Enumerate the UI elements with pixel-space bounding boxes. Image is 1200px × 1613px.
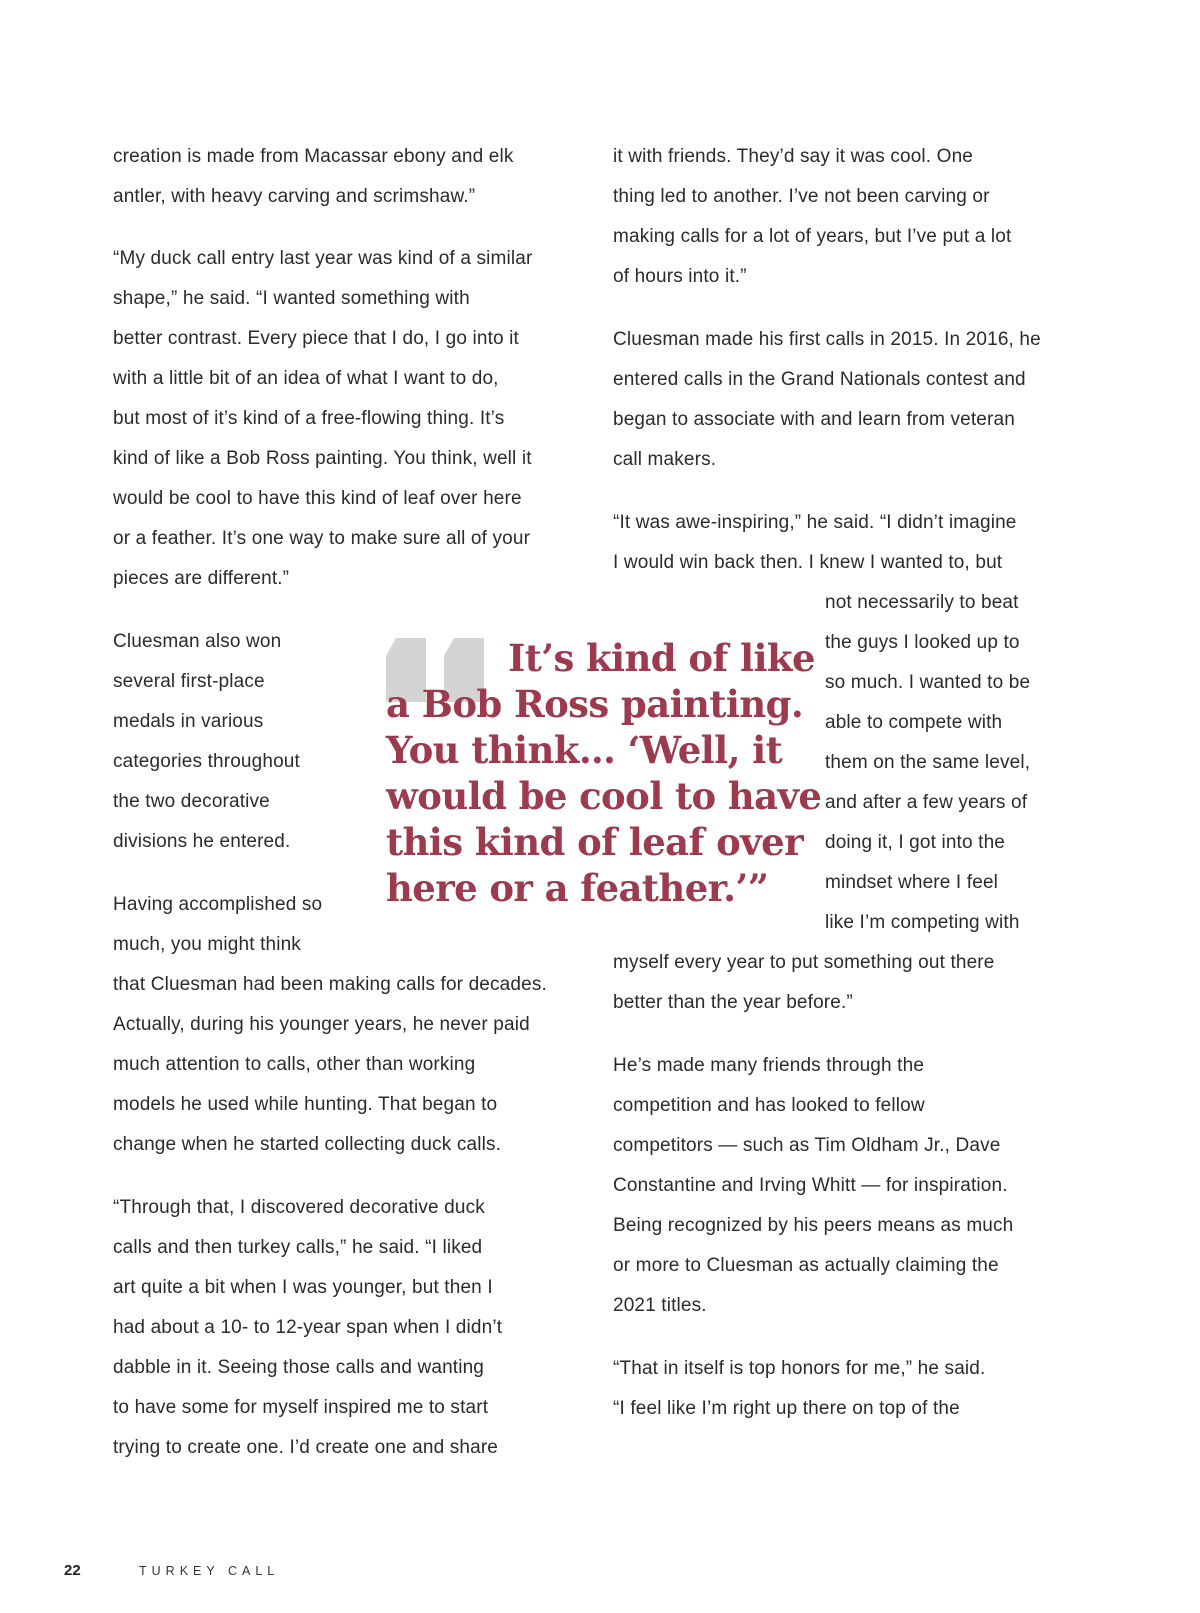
body-line: “Through that, I discovered decorative duck — [113, 1197, 485, 1218]
body-line: Being recognized by his peers means as much — [613, 1215, 1014, 1236]
body-line: “I feel like I’m right up there on top of the — [613, 1398, 960, 1419]
pull-quote-line: It’s kind of like — [508, 636, 815, 680]
body-line: competition and has looked to fellow — [613, 1095, 925, 1116]
body-line: Constantine and Irving Whitt — for inspiration. — [613, 1175, 1008, 1196]
body-line: able to compete with — [825, 712, 1003, 733]
body-line: much, you might think — [113, 934, 301, 955]
body-line: I would win back then. I knew I wanted to, but — [613, 552, 1003, 573]
body-line: or more to Cluesman as actually claiming the — [613, 1255, 999, 1276]
body-line: the guys I looked up to — [825, 632, 1020, 653]
body-line: better contrast. Every piece that I do, I go into it — [113, 328, 519, 349]
body-line: Cluesman also won — [113, 631, 282, 652]
body-line: “My duck call entry last year was kind of a similar — [113, 248, 533, 269]
body-line: much attention to calls, other than working — [113, 1054, 476, 1075]
pull-quote-line: this kind of leaf over — [386, 820, 803, 864]
body-line: began to associate with and learn from veteran — [613, 409, 1015, 430]
body-line: thing led to another. I’ve not been carving or — [613, 186, 990, 207]
body-line: antler, with heavy carving and scrimshaw.” — [113, 186, 476, 207]
body-line: myself every year to put something out there — [613, 952, 995, 973]
body-line: 2021 titles. — [613, 1295, 707, 1316]
body-line: divisions he entered. — [113, 831, 291, 852]
body-line: with a little bit of an idea of what I want to do, — [113, 368, 499, 389]
body-line: models he used while hunting. That began to — [113, 1094, 498, 1115]
body-line: it with friends. They’d say it was cool. One — [613, 146, 974, 167]
body-line: to have some for myself inspired me to start — [113, 1397, 489, 1418]
body-line: He’s made many friends through the — [613, 1055, 925, 1076]
body-line: doing it, I got into the — [825, 832, 1005, 853]
page-number: 22 — [64, 1562, 81, 1579]
body-line: shape,” he said. “I wanted something with — [113, 288, 470, 309]
publication-title: TURKEY CALL — [139, 1564, 280, 1578]
body-line: but most of it’s kind of a free-flowing thing. It’s — [113, 408, 505, 429]
body-line: art quite a bit when I was younger, but then I — [113, 1277, 493, 1298]
body-line: competitors — such as Tim Oldham Jr., Dave — [613, 1135, 1001, 1156]
pull-quote-line: You think… ‘Well, it — [386, 728, 783, 772]
body-line: creation is made from Macassar ebony and elk — [113, 146, 514, 167]
body-line: would be cool to have this kind of leaf over here — [113, 488, 522, 509]
body-line: trying to create one. I’d create one and share — [113, 1437, 499, 1458]
body-line: change when he started collecting duck calls. — [113, 1134, 502, 1155]
body-line: call makers. — [613, 449, 717, 470]
body-line: or a feather. It’s one way to make sure all of your — [113, 528, 531, 549]
body-line: calls and then turkey calls,” he said. “I liked — [113, 1237, 483, 1258]
body-line: making calls for a lot of years, but I’ve put a lot — [613, 226, 1012, 247]
body-line: better than the year before.” — [613, 992, 853, 1013]
body-line: Having accomplished so — [113, 894, 323, 915]
body-line: so much. I wanted to be — [825, 672, 1031, 693]
pull-quote-line: would be cool to have — [386, 774, 822, 818]
body-line: categories throughout — [113, 751, 300, 772]
body-line: them on the same level, — [825, 752, 1031, 773]
body-line: not necessarily to beat — [825, 592, 1019, 613]
body-line: of hours into it.” — [613, 266, 747, 287]
body-line: several first-place — [113, 671, 265, 692]
pull-quote-line: a Bob Ross painting. — [386, 682, 804, 726]
body-line: “It was awe-inspiring,” he said. “I didn’t imagine — [613, 512, 1017, 533]
body-line: entered calls in the Grand Nationals contest and — [613, 369, 1026, 390]
body-line: mindset where I feel — [825, 872, 999, 893]
body-line: kind of like a Bob Ross painting. You think, well it — [113, 448, 532, 469]
body-line: had about a 10- to 12-year span when I didn’t — [113, 1317, 503, 1338]
body-line: Actually, during his younger years, he never paid — [113, 1014, 530, 1035]
pull-quote-line: here or a feather.’” — [386, 866, 769, 910]
body-line: dabble in it. Seeing those calls and wanting — [113, 1357, 485, 1378]
body-line: medals in various — [113, 711, 264, 732]
body-line: Cluesman made his first calls in 2015. In 2016, he — [613, 329, 1041, 350]
body-line: “That in itself is top honors for me,” he said. — [613, 1358, 986, 1379]
body-line: the two decorative — [113, 791, 270, 812]
body-line: that Cluesman had been making calls for decades. — [113, 974, 547, 995]
body-line: like I’m competing with — [825, 912, 1020, 933]
body-line: pieces are different.” — [113, 568, 290, 589]
body-line: and after a few years of — [825, 792, 1028, 813]
